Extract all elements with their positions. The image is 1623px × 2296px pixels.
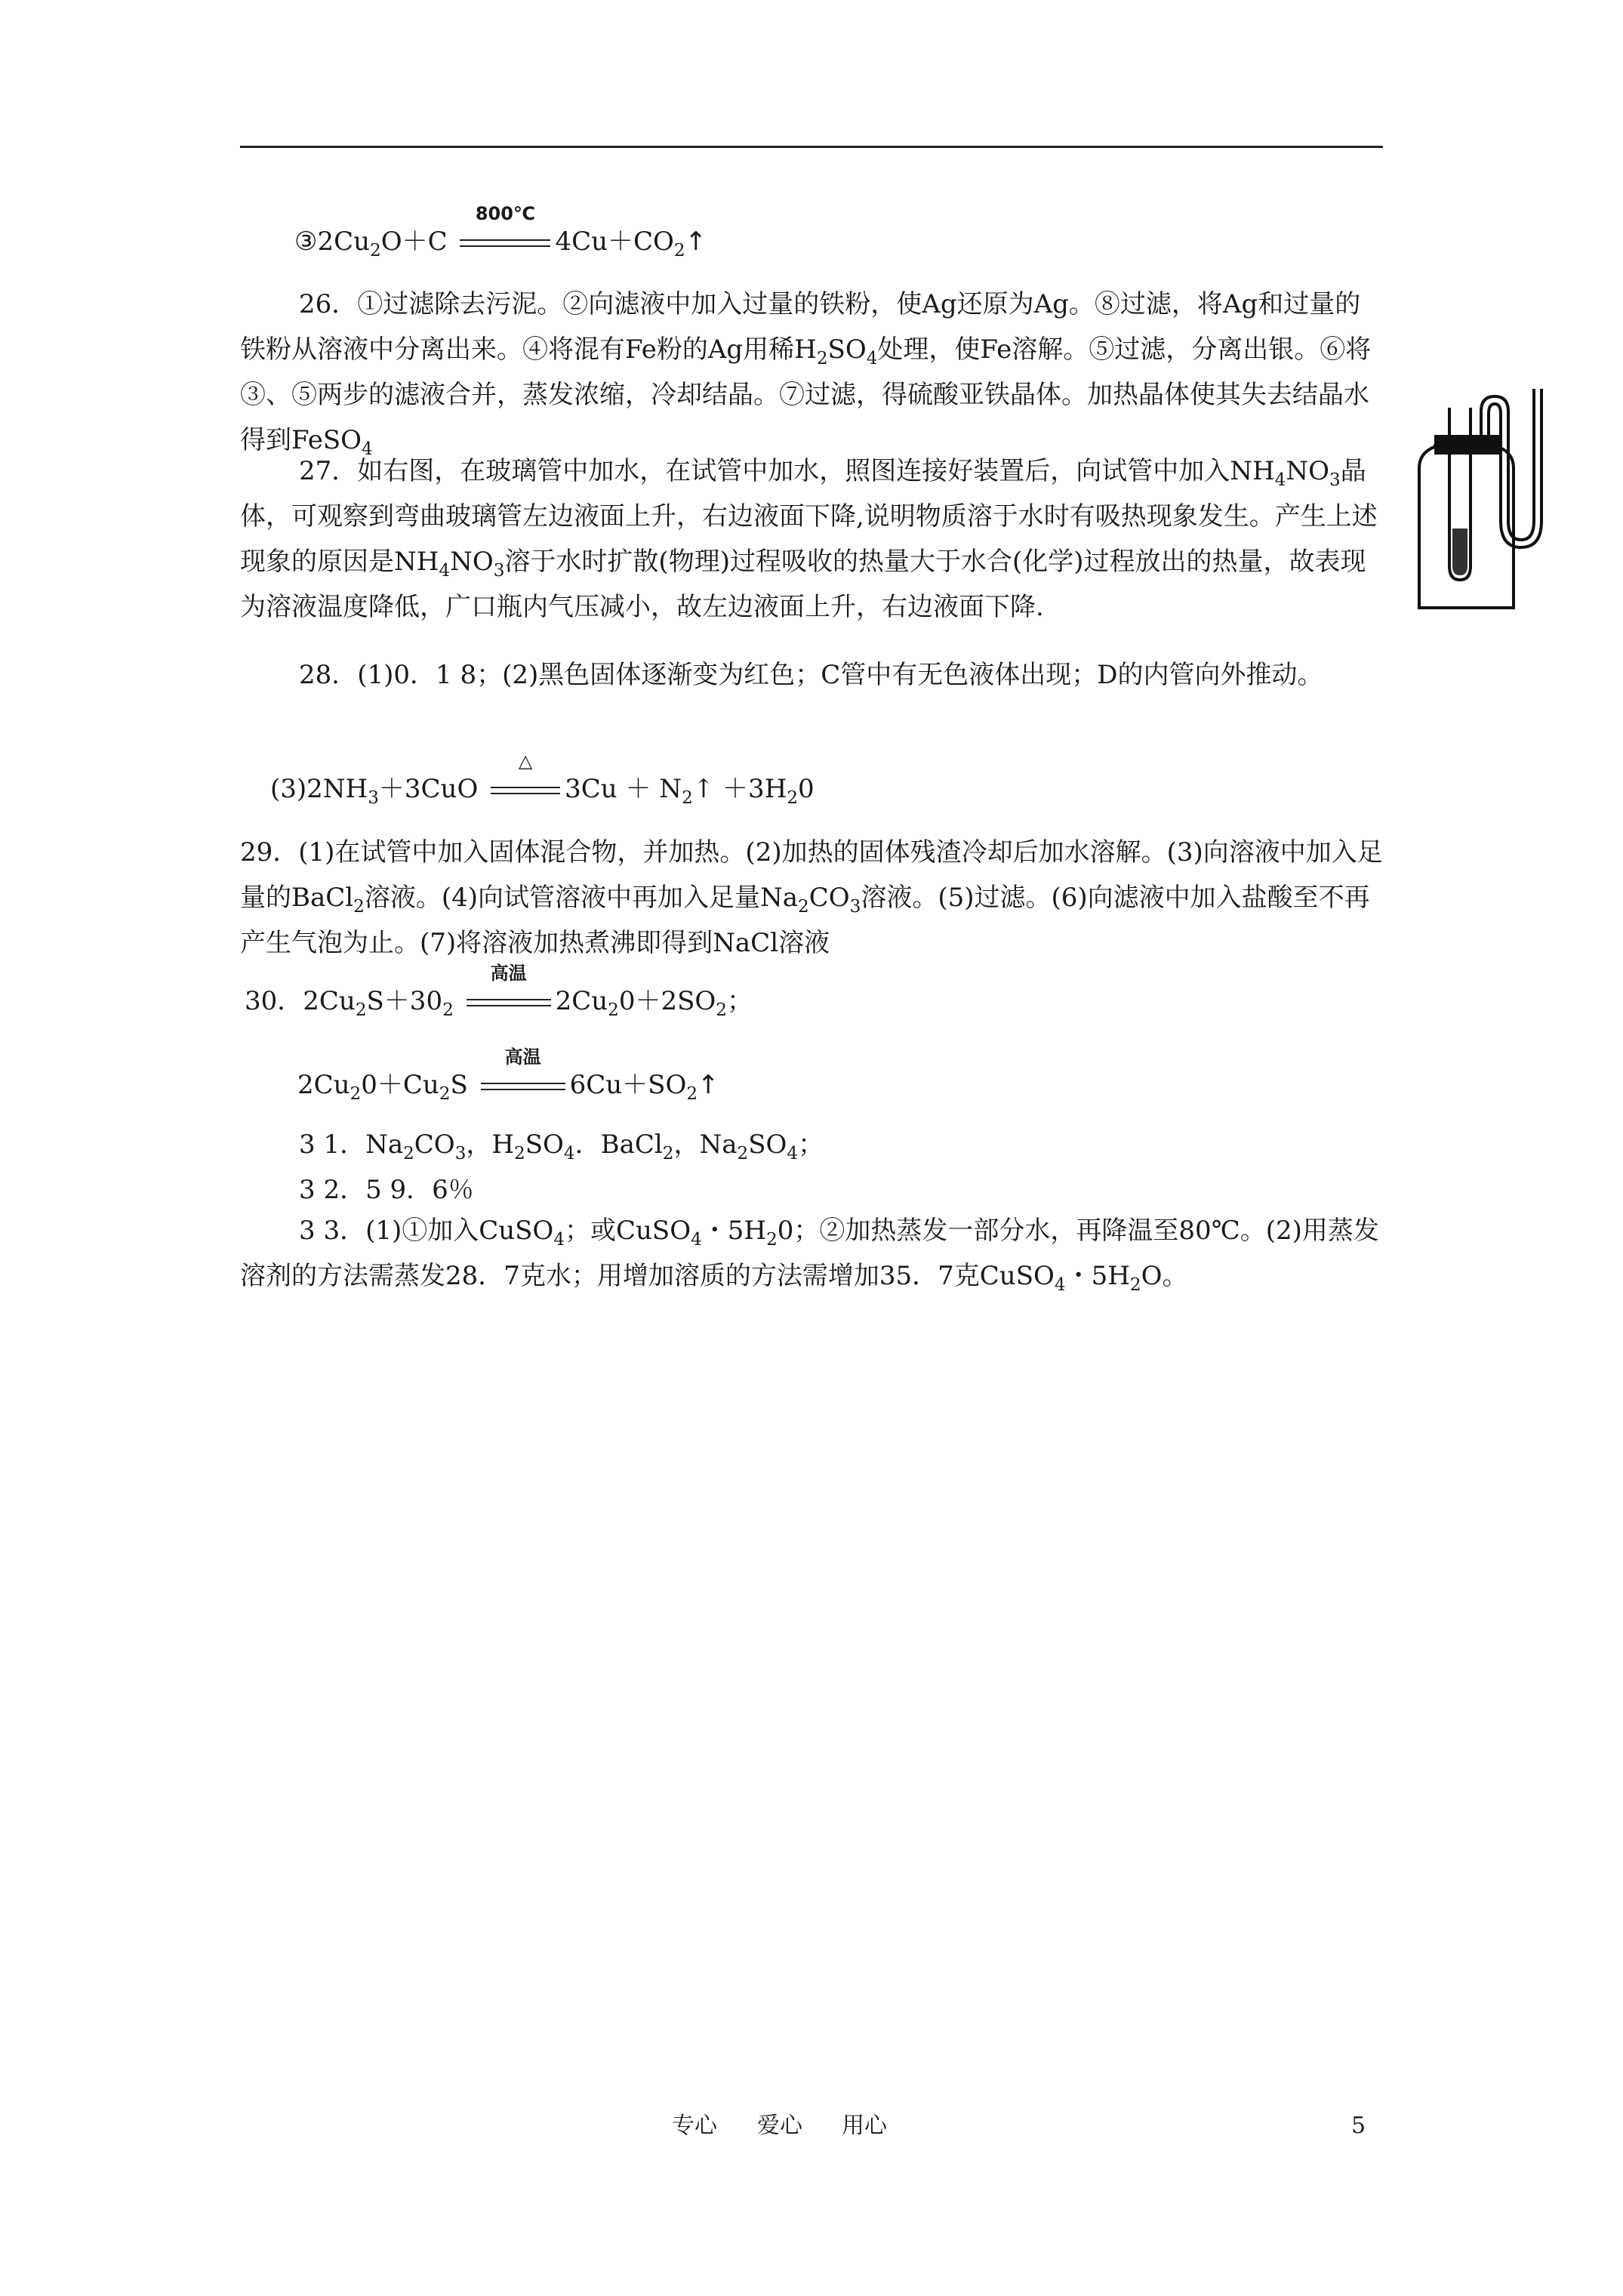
footer-motto-3: 用心 xyxy=(842,2113,887,2139)
answer-26: 26．①过滤除去污泥。②向滤液中加入过量的铁粉，使Ag还原为Ag。⑧过滤，将Ag和过量的铁粉从溶液中分离出来。④将混有Fe粉的Ag用稀$H_2SO_4$处理，使Fe溶解。⑤过滤，分离出银。⑥将③、⑤两步的滤液合并，蒸发浓缩，冷却结晶。⑦过滤，得硫酸亚铁晶体。加热晶体使其失去结晶水得到FeSO$_4$ xyxy=(240,289,1372,459)
footer-motto-2: 爱心 xyxy=(757,2113,802,2139)
answer-29: 29．(1)在试管中加入固体混合物，并加热。(2)加热的固体残渣冷却后加水溶解。(3)向溶液中加入足量的BaCl$_2$溶液。(4)向试管溶液中再加入足量$Na_2CO_3$溶液。(5)过滤。(6)向滤液中加入盐酸至不再产生气泡为止。(7)将溶液加热煮沸即得到NaCl溶液 xyxy=(240,837,1383,958)
reaction-condition: 高温 xyxy=(467,986,551,1016)
equation-top: $③2Cu_2O+C$ 800℃ $4Cu+CO_2↑$ xyxy=(294,203,707,260)
answer-31: 3 1．$Na_2CO_3$，$H_2SO_4$．BaCl$_2$，$Na_2SO_4$； xyxy=(299,1130,824,1163)
answer-33: 3 3．(1)①加入CuSO$_4$；或CuSO$_4$・$5H_20$；②加热蒸发一部分水，再降温至80℃。(2)用蒸发溶剂的方法需蒸发28．7克水；用增加溶质的方法需增加35．7克CuSO$_4$・$5H_2O$。 xyxy=(240,1216,1379,1295)
reaction-condition: 高温 xyxy=(481,1070,565,1100)
apparatus-figure xyxy=(1389,378,1548,619)
equation-30a: 30．$2Cu_2S+30_2$ 高温 $2Cu_20+2SO_2$； xyxy=(245,963,753,1020)
reaction-condition: △ xyxy=(491,774,560,804)
equation-30b: $2Cu_20+Cu_2S$ 高温 $6Cu+SO_2↑$ xyxy=(297,1046,719,1104)
answer-28: 28．(1)0．1 8；(2)黑色固体逐渐变为红色；C管中有无色液体出现；D的内管向外推动。 xyxy=(299,660,1323,690)
page-number: 5 xyxy=(1351,2113,1366,2139)
answer-27: 27．如右图，在玻璃管中加水，在试管中加水，照图连接好装置后，向试管中加入$NH_4NO_3$晶体，可观察到弯曲玻璃管左边液面上升，右边液面下降,说明物质溶于水时有吸热现象发生。产生上述现象的原因是$NH_4NO_3$溶于水时扩散(物理)过程吸收的热量大于水合(化学)过程放出的热量，故表现为溶液温度降低，广口瓶内气压减小，故左边液面上升，右边液面下降. xyxy=(240,456,1378,622)
reaction-condition: 800℃ xyxy=(460,227,550,257)
footer-motto-1: 专心 xyxy=(672,2113,717,2139)
header-rule xyxy=(240,146,1383,148)
answer-32: 3 2．5 9．6％ xyxy=(299,1175,474,1205)
equation-28: $(3)2NH_3+3CuO$ △ $3Cu + N_2↑ +3H_20$ xyxy=(270,750,815,808)
